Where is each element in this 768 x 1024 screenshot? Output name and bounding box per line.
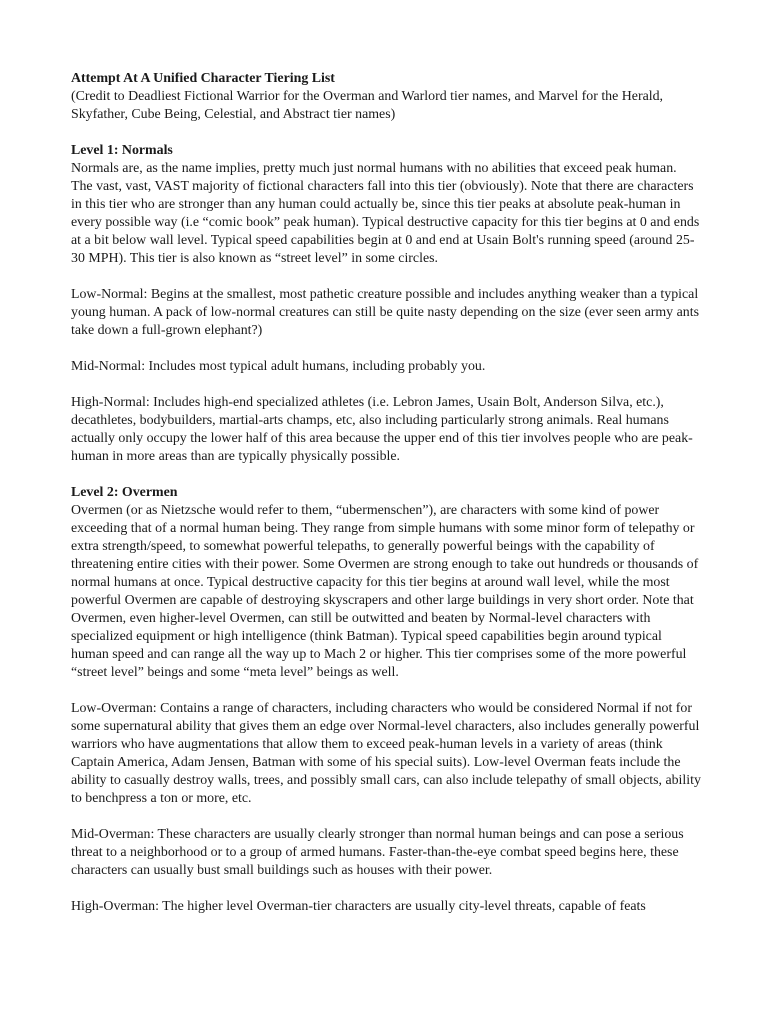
mid-normal-paragraph: Mid-Normal: Includes most typical adult humans, including probably you. [71,359,486,374]
level-2-section [71,484,701,682]
document-page [71,70,701,916]
mid-overman-paragraph: Mid-Overman: These characters are usually clearly stronger than normal human beings and can pose a serious threat to a neighborhood or to a group of armed humans. Faster-than-the-eye combat speed begins here, these characters can usually bust small buildings such as houses with their power. [71,827,684,878]
low-overman-paragraph: Low-Overman: Contains a range of characters, including characters who would be considered Normal if not for some supernatural ability that gives them an edge over Normal-level characters, also includes generally powerful warriors who have augmentations that allow them to exceed peak-human levels in a variety of areas (think Captain America, Adam Jensen, Batman with some of his special suits). Low-level Overman feats include the ability to casually destroy walls, trees, and possibly small cars, can also include telepathy of small objects, ability to benchpress a ton or more, etc. [71,701,701,806]
document-header [71,70,701,124]
level-1-section [71,142,701,268]
document-title: Attempt At A Unified Character Tiering List [71,71,335,86]
level-2-intro: Overmen (or as Nietzsche would refer to them, “ubermenschen”), are characters with some kind of power exceeding that of a normal human being. They range from simple humans with some minor form of telepathy or extra strength/speed, to somewhat powerful telepaths, to generally powerful beings with the capability of threatening entire cities with their power. Some Overmen are strong enough to take out hundreds or thousands of normal humans at once. Typical destructive capacity for this tier begins at around wall level, while the most powerful Overmen are capable of destroying skyscrapers and other large buildings in very short order. Note that Overmen, even higher-level Overmen, can still be outwitted and beaten by Normal-level characters with specialized equipment or high intelligence (think Batman). Typical speed capabilities begin around typical human speed and can range all the way up to Mach 2 or higher. This tier comprises some of the more powerful “street level” beings and some “meta level” beings as well. [71,503,699,680]
level-2-heading: Level 2: Overmen [71,485,178,500]
high-overman-paragraph: High-Overman: The higher level Overman-tier characters are usually city-level threats, capable of feats [71,899,646,914]
high-normal-paragraph: High-Normal: Includes high-end specialized athletes (i.e. Lebron James, Usain Bolt, Anderson Silva, etc.), decathletes, bodybuilders, martial-arts champs, etc, also including particularly strong animals. Real humans actually only occupy the lower half of this area because the upper end of this tier involves people who are peak-human in more areas than are typically physically possible. [71,395,693,464]
credit-note: (Credit to Deadliest Fictional Warrior for the Overman and Warlord tier names, and Marvel for the Herald, Skyfather, Cube Being, Celestial, and Abstract tier names) [71,89,664,122]
level-1-intro: Normals are, as the name implies, pretty much just normal humans with no abilities that exceed peak human. The vast, vast, VAST majority of fictional characters fall into this tier (obviously). Note that there are characters in this tier who are stronger than any human could actually be, since this tier peaks at absolute peak-human in every possible way (i.e “comic book” peak human). Typical destructive capacity for this tier begins at 0 and ends at a bit below wall level. Typical speed capabilities begin at 0 and end at Usain Bolt's running speed (around 25-30 MPH). This tier is also known as “street level” in some circles. [71,161,700,266]
low-normal-paragraph: Low-Normal: Begins at the smallest, most pathetic creature possible and includes anything weaker than a typical young human. A pack of low-normal creatures can still be quite nasty depending on the size (ever seen army ants take down a full-grown elephant?) [71,287,699,338]
level-1-heading: Level 1: Normals [71,143,173,158]
